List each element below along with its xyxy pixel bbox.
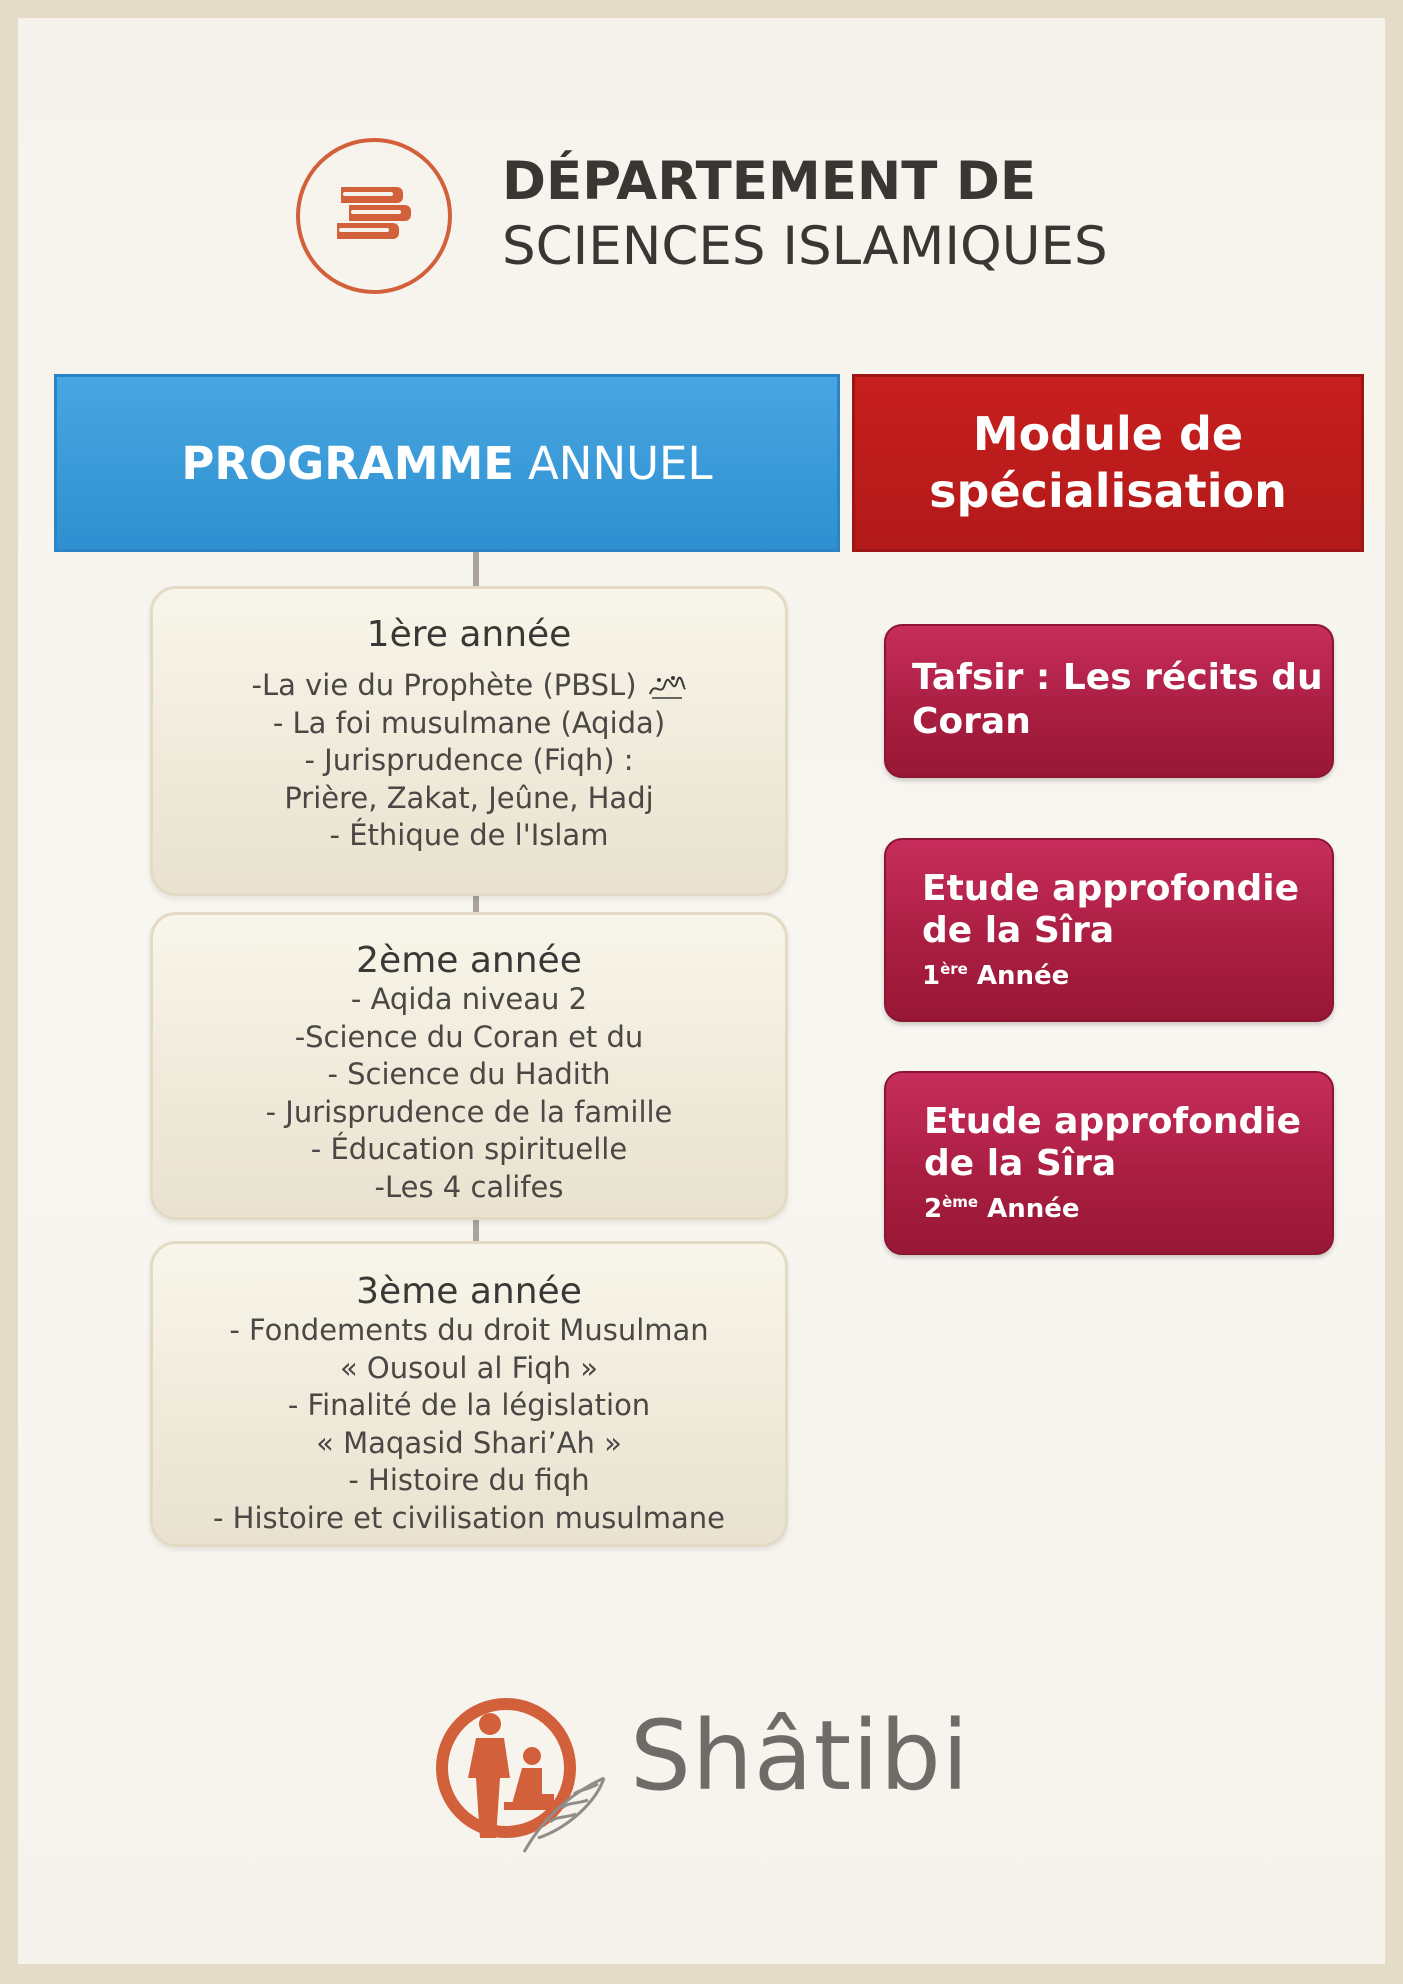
list-item: -Science du Coran et du	[294, 1019, 644, 1054]
list-item: - Éthique de l'Islam	[329, 818, 609, 852]
module-title-line-2: de la Sîra	[924, 1143, 1117, 1184]
year-title: 3ème année	[356, 1271, 582, 1312]
list-item: - Fondements du droit Musulman	[229, 1313, 709, 1347]
year-item-text: -La vie du Prophète (PBSL)	[251, 668, 637, 702]
module-card-tafsir[interactable]	[884, 624, 1334, 778]
ordinal-suffix: ème	[942, 1193, 979, 1211]
list-item	[153, 667, 785, 705]
list-item: « Ousoul al Fiqh »	[339, 1350, 599, 1385]
list-item: « Maqasid Shari’Ah »	[316, 1425, 622, 1460]
module-year-label	[922, 952, 1332, 993]
module-year-label	[924, 1185, 1332, 1226]
year-title: 1ère année	[366, 614, 572, 655]
shatibi-logo-icon	[428, 1690, 608, 1860]
ordinal-word: Année	[976, 961, 1070, 991]
program-header-normal: ANNUEL	[528, 436, 713, 490]
year-title: 2ème année	[356, 940, 582, 981]
list-item: - Finalité de la législation	[287, 1388, 651, 1422]
program-header-bold: PROGRAMME	[181, 436, 515, 490]
module-title-line-1: Etude approfondie	[924, 1101, 1302, 1142]
logo-wordmark: Shâtibi	[630, 1700, 970, 1812]
year-card-1	[150, 586, 788, 896]
list-item: - Éducation spirituelle	[310, 1132, 628, 1166]
list-item: - Science du Hadith	[327, 1057, 611, 1091]
ordinal-suffix: ère	[940, 960, 968, 978]
module-card-sira-year-1[interactable]	[884, 838, 1334, 1022]
title-line-1: DÉPARTEMENT DE	[502, 151, 1037, 212]
page-title	[502, 150, 1108, 280]
spec-header-line-2: spécialisation	[929, 464, 1287, 518]
list-item: - Histoire et civilisation musulmane	[212, 1500, 725, 1535]
module-title-line-1: Etude approfondie	[922, 868, 1300, 909]
annual-program-header	[54, 374, 840, 552]
list-item: - Jurisprudence de la famille	[265, 1094, 673, 1129]
spec-header-line-1: Module de	[972, 407, 1244, 461]
calligraphy-icon	[647, 672, 687, 702]
list-item: Prière, Zakat, Jeûne, Hadj	[284, 780, 654, 815]
list-item: - Aqida niveau 2	[350, 982, 588, 1016]
module-title-line-1: Tafsir : Les récits du	[912, 657, 1323, 698]
list-item: - La foi musulmane (Aqida)	[272, 705, 666, 740]
ordinal-word: Année	[987, 1194, 1080, 1224]
ordinal-number: 2	[924, 1194, 943, 1224]
title-line-2: SCIENCES ISLAMIQUES	[502, 216, 1108, 277]
year-card-2	[150, 912, 788, 1220]
books-icon	[296, 138, 452, 294]
module-title-line-2: de la Sîra	[922, 910, 1115, 951]
list-item: -Les 4 califes	[374, 1169, 564, 1204]
module-card-sira-year-2[interactable]	[884, 1071, 1334, 1255]
year-card-3	[150, 1241, 788, 1547]
specialisation-header	[852, 374, 1364, 552]
ordinal-number: 1	[922, 961, 941, 991]
module-title-line-2: Coran	[912, 701, 1031, 742]
list-item: - Histoire du fiqh	[348, 1463, 590, 1497]
list-item: - Jurisprudence (Fiqh) :	[304, 743, 634, 777]
